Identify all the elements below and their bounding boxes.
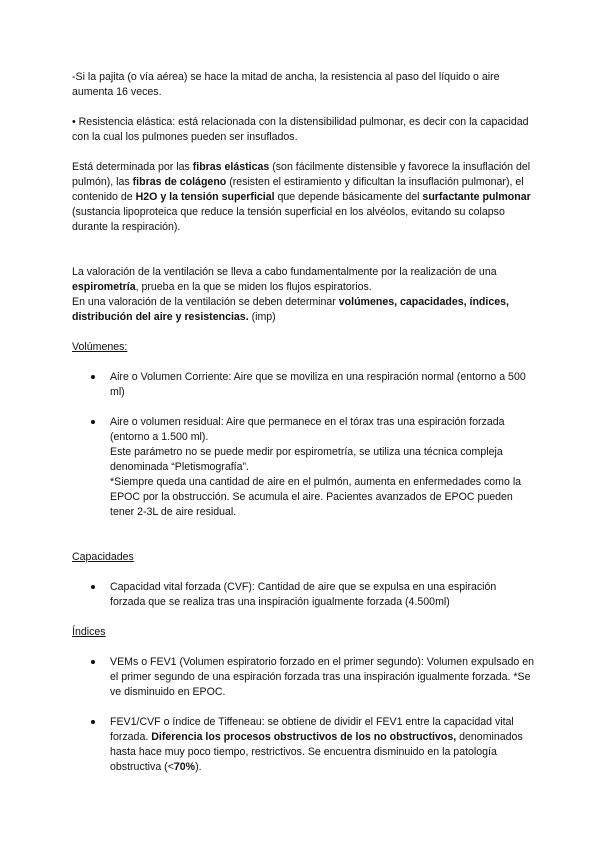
list-item [72, 415, 534, 520]
bold-text: H2O y la tensión superficial [135, 191, 275, 203]
text: Capacidad vital forzada (CVF): Cantidad de aire que se expulsa en una espiración forzada que se realiza tras una inspiración igualmente forzada (4.500ml) [110, 581, 497, 608]
paragraph-determinants [72, 160, 534, 235]
list-item [72, 655, 534, 700]
list-volumenes [72, 370, 534, 520]
text: , prueba en la que se miden los flujos espiratorios. [135, 281, 372, 293]
list-item [72, 580, 534, 610]
bold-text: Diferencia los procesos obstructivos de los no obstructivos, [151, 731, 457, 743]
text: Este parámetro no se puede medir por espirometría, se utiliza una técnica compleja denominada “Pletismografía”. [110, 446, 503, 473]
list-indices [72, 655, 534, 775]
bold-text: fibras elásticas [192, 161, 270, 173]
bold-text: 70% [173, 761, 196, 773]
paragraph-spirometry [72, 265, 534, 325]
text: Aire o Volumen Corriente: Aire que se moviliza en una respiración normal (entorno a 500 ml) [110, 371, 526, 398]
text: (son fácilmente distensible y favorece la insuflación del pulmón), las [72, 161, 531, 188]
bold-text: surfactante pulmonar [422, 191, 531, 203]
section-heading-volumenes: Volúmenes: [72, 341, 128, 353]
text: (imp) [248, 311, 276, 323]
text: FEV1/CVF o índice de Tiffeneau: se obtiene de dividir el FEV1 entre la capacidad vital forzada. [110, 716, 514, 743]
bold-text: espirometría [72, 281, 136, 293]
text: (resisten el estiramiento y dificultan la insuflación pulmonar), el contenido de [72, 176, 524, 203]
text: Está determinada por las [72, 161, 193, 173]
text: VEMs o FEV1 (Volumen espiratorio forzado en el primer segundo): Volumen expulsado en el primer segundo de una espiración forzada tras una inspiración igualmente forzada. *Se ve disminuido en EPOC. [110, 656, 534, 698]
text: En una valoración de la ventilación se deben determinar [72, 296, 339, 308]
section-heading-capacidades: Capacidades [72, 551, 134, 563]
paragraph-elastic-resistance: • Resistencia elástica: está relacionada con la distensibilidad pulmonar, es decir con la capacidad con la cual los pulmones pueden ser insuflados. [72, 116, 529, 143]
text: La valoración de la ventilación se lleva a cabo fundamentalmente por la realización de una [72, 266, 497, 278]
bold-text: fibras de colágeno [132, 176, 227, 188]
list-item [72, 370, 534, 400]
text: (sustancia lipoproteica que reduce la tensión superficial en los alvéolos, evitando su colapso durante la respiración). [72, 206, 505, 233]
text: que depende básicamente del [274, 191, 423, 203]
list-capacidades [72, 580, 534, 610]
text: Aire o volumen residual: Aire que permanece en el tórax tras una espiración forzada (entorno a 1.500 ml). [110, 416, 505, 443]
text: *Siempre queda una cantidad de aire en el pulmón, aumenta en enfermedades como la EPOC por la obstrucción. Se acumula el aire. Pacientes avanzados de EPOC pueden tener 2-3L de aire residual. [110, 476, 522, 518]
text: ). [195, 761, 202, 773]
bold-text: volúmenes, capacidades, índices, distribución del aire y resistencias. [72, 296, 509, 323]
text: denominados hasta hace muy poco tiempo, restrictivos. Se encuentra disminuido en la patología obstructiva (< [110, 731, 523, 773]
list-item [72, 715, 534, 775]
paragraph-airway-resistance: -Si la pajita (o vía aérea) se hace la mitad de ancha, la resistencia al paso del líquido o aire aumenta 16 veces. [72, 71, 500, 98]
section-heading-indices: Índices [72, 626, 106, 638]
document-page [72, 70, 534, 790]
